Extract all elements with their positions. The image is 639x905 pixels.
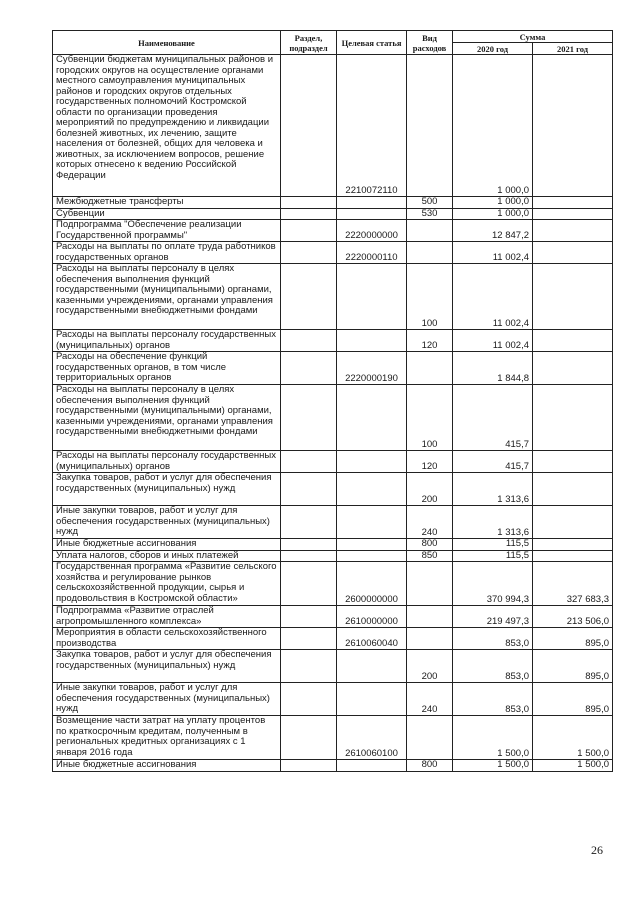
row-section: [281, 451, 337, 473]
row-type: 100: [407, 385, 453, 451]
row-name: Субвенции бюджетам муниципальных районов и городских округов на осуществление органами местного самоуправления муниципальных районов и городских округов отдельных государственных полномочий Костромской области по организации проведения мероприятий по предупреждению и ликвидации болезней животных, их лечению, защите населения от болезней, общих для человека и животных, за исключением вопросов, решение которых отнесено к ведению Российской Федерации: [53, 55, 281, 197]
row-section: [281, 716, 337, 760]
row-sum-2020: 115,5: [453, 539, 533, 551]
row-section: [281, 506, 337, 539]
row-type: [407, 606, 453, 628]
row-name: Закупка товаров, работ и услуг для обеспечения государственных (муниципальных) нужд: [53, 473, 281, 506]
table-row: [53, 650, 613, 683]
row-sum-2020: 11 002,4: [453, 264, 533, 330]
row-section: [281, 628, 337, 650]
table-row: [53, 473, 613, 506]
row-target: [337, 760, 407, 772]
table-row: [53, 208, 613, 220]
row-name: Закупка товаров, работ и услуг для обеспечения государственных (муниципальных) нужд: [53, 650, 281, 683]
row-target: 2210072110: [337, 55, 407, 197]
row-target: [337, 683, 407, 716]
row-section: [281, 606, 337, 628]
table-row: [53, 55, 613, 197]
row-target: 2220000000: [337, 220, 407, 242]
table-row: [53, 539, 613, 551]
row-section: [281, 242, 337, 264]
row-sum-2020: 1 000,0: [453, 55, 533, 197]
row-target: [337, 506, 407, 539]
table-row: [53, 716, 613, 760]
row-section: [281, 330, 337, 352]
budget-table-sheet: [52, 30, 612, 772]
row-sum-2020: 1 000,0: [453, 208, 533, 220]
row-name: Расходы на выплаты персоналу государственных (муниципальных) органов: [53, 330, 281, 352]
page-number: 26: [591, 843, 603, 857]
row-name: Расходы на выплаты по оплате труда работников государственных органов: [53, 242, 281, 264]
row-sum-2021: [533, 55, 613, 197]
header-section: Раздел, подраздел: [281, 31, 337, 55]
row-target: [337, 197, 407, 209]
row-sum-2021: [533, 352, 613, 385]
table-row: [53, 385, 613, 451]
row-sum-2020: 1 000,0: [453, 197, 533, 209]
row-section: [281, 220, 337, 242]
row-section: [281, 473, 337, 506]
row-sum-2020: 853,0: [453, 650, 533, 683]
row-section: [281, 650, 337, 683]
row-section: [281, 550, 337, 562]
row-type: 200: [407, 650, 453, 683]
row-type: [407, 55, 453, 197]
row-sum-2020: 415,7: [453, 451, 533, 473]
table-row: [53, 242, 613, 264]
row-sum-2021: 1 500,0: [533, 760, 613, 772]
row-sum-2020: 1 500,0: [453, 716, 533, 760]
row-section: [281, 385, 337, 451]
row-name: Субвенции: [53, 208, 281, 220]
row-sum-2021: [533, 473, 613, 506]
row-target: 2610060040: [337, 628, 407, 650]
budget-table: [52, 30, 613, 772]
table-row: [53, 606, 613, 628]
row-sum-2021: 213 506,0: [533, 606, 613, 628]
row-target: [337, 264, 407, 330]
row-sum-2021: [533, 506, 613, 539]
table-row: [53, 264, 613, 330]
row-target: 2220000110: [337, 242, 407, 264]
row-target: 2610000000: [337, 606, 407, 628]
row-name: Подпрограмма "Обеспечение реализации Государственной программы": [53, 220, 281, 242]
row-sum-2021: [533, 208, 613, 220]
row-section: [281, 539, 337, 551]
row-name: Государственная программа «Развитие сельского хозяйства и регулирование рынков сельскохозяйственной продукции, сырья и продовольствия в Костромской области»: [53, 562, 281, 606]
row-section: [281, 760, 337, 772]
row-type: [407, 716, 453, 760]
row-type: [407, 352, 453, 385]
row-sum-2020: 115,5: [453, 550, 533, 562]
row-target: [337, 208, 407, 220]
row-sum-2020: 11 002,4: [453, 242, 533, 264]
row-sum-2020: 12 847,2: [453, 220, 533, 242]
row-sum-2021: [533, 197, 613, 209]
header-name: Наименование: [53, 31, 281, 55]
row-sum-2020: 853,0: [453, 628, 533, 650]
table-row: [53, 562, 613, 606]
row-sum-2020: 11 002,4: [453, 330, 533, 352]
row-name: Мероприятия в области сельскохозяйственного производства: [53, 628, 281, 650]
row-name: Расходы на выплаты персоналу государственных (муниципальных) органов: [53, 451, 281, 473]
row-sum-2021: [533, 330, 613, 352]
row-sum-2021: 895,0: [533, 683, 613, 716]
row-target: [337, 550, 407, 562]
row-name: Иные закупки товаров, работ и услуг для обеспечения государственных (муниципальных) нужд: [53, 506, 281, 539]
row-type: 240: [407, 506, 453, 539]
row-target: 2600000000: [337, 562, 407, 606]
row-section: [281, 264, 337, 330]
row-type: [407, 628, 453, 650]
row-target: [337, 650, 407, 683]
row-sum-2021: [533, 539, 613, 551]
row-name: Уплата налогов, сборов и иных платежей: [53, 550, 281, 562]
row-sum-2021: [533, 550, 613, 562]
row-sum-2021: [533, 385, 613, 451]
row-section: [281, 208, 337, 220]
row-target: [337, 539, 407, 551]
table-row: [53, 550, 613, 562]
table-row: [53, 628, 613, 650]
row-section: [281, 352, 337, 385]
row-name: Расходы на выплаты персоналу в целях обеспечения выполнения функций государственными (муниципальными) органами, казенными учреждениями, органами управления государственными внебюджетными фондами: [53, 385, 281, 451]
row-sum-2021: [533, 220, 613, 242]
table-row: [53, 451, 613, 473]
row-type: [407, 562, 453, 606]
row-sum-2021: 895,0: [533, 650, 613, 683]
row-sum-2020: 415,7: [453, 385, 533, 451]
table-row: [53, 330, 613, 352]
header-year-2020: 2020 год: [453, 43, 533, 55]
row-name: Иные закупки товаров, работ и услуг для обеспечения государственных (муниципальных) нужд: [53, 683, 281, 716]
row-section: [281, 197, 337, 209]
row-type: 240: [407, 683, 453, 716]
table-row: [53, 683, 613, 716]
row-name: Расходы на выплаты персоналу в целях обеспечения выполнения функций государственными (муниципальными) органами, казенными учреждениями, органами управления государственными внебюджетными фондами: [53, 264, 281, 330]
row-type: [407, 242, 453, 264]
table-row: [53, 197, 613, 209]
row-target: [337, 451, 407, 473]
row-type: 800: [407, 539, 453, 551]
header-type: Вид расходов: [407, 31, 453, 55]
row-name: Иные бюджетные ассигнования: [53, 760, 281, 772]
row-sum-2020: 1 500,0: [453, 760, 533, 772]
row-sum-2021: [533, 264, 613, 330]
row-section: [281, 683, 337, 716]
row-target: [337, 330, 407, 352]
header-year-2021: 2021 год: [533, 43, 613, 55]
row-type: [407, 220, 453, 242]
row-sum-2021: 895,0: [533, 628, 613, 650]
row-type: 850: [407, 550, 453, 562]
row-type: 800: [407, 760, 453, 772]
row-sum-2021: [533, 242, 613, 264]
header-sum: Сумма: [453, 31, 613, 43]
row-target: 2610060100: [337, 716, 407, 760]
row-type: 530: [407, 208, 453, 220]
row-section: [281, 562, 337, 606]
row-name: Иные бюджетные ассигнования: [53, 539, 281, 551]
row-sum-2020: 370 994,3: [453, 562, 533, 606]
row-sum-2021: [533, 451, 613, 473]
row-sum-2020: 1 844,8: [453, 352, 533, 385]
row-type: 120: [407, 451, 453, 473]
row-type: 200: [407, 473, 453, 506]
row-sum-2021: 1 500,0: [533, 716, 613, 760]
table-row: [53, 760, 613, 772]
row-sum-2020: 219 497,3: [453, 606, 533, 628]
table-row: [53, 352, 613, 385]
row-sum-2021: 327 683,3: [533, 562, 613, 606]
row-target: [337, 473, 407, 506]
table-row: [53, 220, 613, 242]
row-sum-2020: 1 313,6: [453, 506, 533, 539]
row-sum-2020: 1 313,6: [453, 473, 533, 506]
row-target: 2220000190: [337, 352, 407, 385]
table-row: [53, 506, 613, 539]
row-section: [281, 55, 337, 197]
row-type: 500: [407, 197, 453, 209]
row-type: 100: [407, 264, 453, 330]
row-type: 120: [407, 330, 453, 352]
row-name: Расходы на обеспечение функций государственных органов, в том числе территориальных органов: [53, 352, 281, 385]
row-target: [337, 385, 407, 451]
row-sum-2020: 853,0: [453, 683, 533, 716]
row-name: Подпрограмма «Развитие отраслей агропромышленного комплекса»: [53, 606, 281, 628]
row-name: Межбюджетные трансферты: [53, 197, 281, 209]
row-name: Возмещение части затрат на уплату процентов по краткосрочным кредитам, полученным в региональных кредитных организациях с 1 января 2016 года: [53, 716, 281, 760]
header-target: Целевая статья: [337, 31, 407, 55]
